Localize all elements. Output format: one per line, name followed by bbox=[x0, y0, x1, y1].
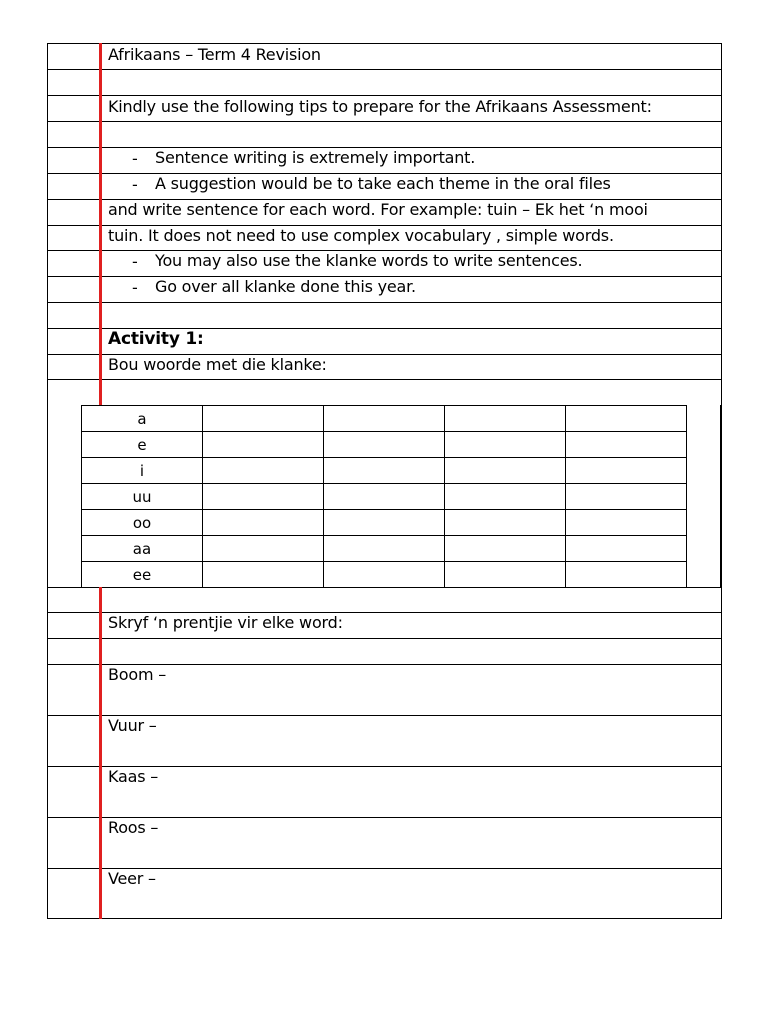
frame-edge-left bbox=[47, 405, 48, 587]
intro-text: Kindly use the following tips to prepare for the Afrikaans Assessment: bbox=[108, 97, 652, 116]
margin-line bbox=[99, 43, 102, 405]
rule-line bbox=[47, 379, 721, 380]
tip-2-line-1: A suggestion would be to take each theme in the oral files bbox=[155, 174, 611, 193]
answer-cell[interactable] bbox=[566, 536, 687, 562]
table-row bbox=[82, 484, 687, 510]
answer-cell[interactable] bbox=[566, 484, 687, 510]
answer-cell[interactable] bbox=[566, 458, 687, 484]
answer-cell[interactable] bbox=[445, 406, 566, 432]
table-row bbox=[82, 536, 687, 562]
word-veer: Veer – bbox=[108, 869, 156, 888]
answer-cell[interactable] bbox=[445, 510, 566, 536]
answer-cell[interactable] bbox=[324, 432, 445, 458]
bullet-dash: - bbox=[132, 149, 138, 168]
klank-cell: uu bbox=[82, 484, 203, 510]
table-row bbox=[82, 406, 687, 432]
tip-4: Go over all klanke done this year. bbox=[155, 277, 416, 296]
tip-2-line-2: and write sentence for each word. For example: tuin – Ek het ‘n mooi bbox=[108, 200, 648, 219]
answer-cell[interactable] bbox=[566, 432, 687, 458]
answer-cell[interactable] bbox=[566, 562, 687, 588]
tip-1: Sentence writing is extremely important. bbox=[155, 148, 476, 167]
rule-line bbox=[47, 95, 721, 96]
rule-line bbox=[47, 638, 721, 639]
answer-cell[interactable] bbox=[203, 432, 324, 458]
bullet-dash: - bbox=[132, 278, 138, 297]
klank-cell: i bbox=[82, 458, 203, 484]
answer-cell[interactable] bbox=[203, 536, 324, 562]
bullet-dash: - bbox=[132, 175, 138, 194]
table-row bbox=[82, 510, 687, 536]
worksheet-title: Afrikaans – Term 4 Revision bbox=[108, 45, 321, 64]
rule-line bbox=[47, 69, 721, 70]
answer-cell[interactable] bbox=[445, 432, 566, 458]
answer-cell[interactable] bbox=[324, 458, 445, 484]
answer-cell[interactable] bbox=[445, 536, 566, 562]
drawing-instruction: Skryf ‘n prentjie vir elke word: bbox=[108, 613, 343, 632]
answer-cell[interactable] bbox=[203, 510, 324, 536]
word-kaas: Kaas – bbox=[108, 767, 159, 786]
answer-cell[interactable] bbox=[324, 510, 445, 536]
table-row bbox=[82, 458, 687, 484]
klank-cell: aa bbox=[82, 536, 203, 562]
word-vuur: Vuur – bbox=[108, 716, 157, 735]
answer-cell[interactable] bbox=[445, 562, 566, 588]
klank-cell: e bbox=[82, 432, 203, 458]
activity-instruction: Bou woorde met die klanke: bbox=[108, 355, 327, 374]
answer-cell[interactable] bbox=[445, 484, 566, 510]
answer-cell[interactable] bbox=[203, 562, 324, 588]
table-row bbox=[82, 562, 687, 588]
answer-cell[interactable] bbox=[324, 536, 445, 562]
table-row bbox=[82, 432, 687, 458]
frame-edge-right bbox=[720, 405, 721, 587]
klank-cell: a bbox=[82, 406, 203, 432]
answer-cell[interactable] bbox=[324, 406, 445, 432]
answer-cell[interactable] bbox=[203, 484, 324, 510]
answer-cell[interactable] bbox=[566, 510, 687, 536]
answer-cell[interactable] bbox=[324, 484, 445, 510]
answer-cell[interactable] bbox=[203, 458, 324, 484]
tip-2-line-3: tuin. It does not need to use complex vocabulary , simple words. bbox=[108, 226, 614, 245]
answer-cell[interactable] bbox=[566, 406, 687, 432]
rule-line bbox=[47, 43, 721, 44]
rule-line bbox=[47, 121, 721, 122]
answer-cell[interactable] bbox=[445, 458, 566, 484]
klanke-table bbox=[81, 405, 687, 588]
answer-cell[interactable] bbox=[324, 562, 445, 588]
word-boom: Boom – bbox=[108, 665, 167, 684]
activity-heading: Activity 1: bbox=[108, 329, 204, 349]
bullet-dash: - bbox=[132, 252, 138, 271]
klank-cell: oo bbox=[82, 510, 203, 536]
answer-cell[interactable] bbox=[203, 406, 324, 432]
margin-line bbox=[99, 587, 102, 919]
tip-3: You may also use the klanke words to write sentences. bbox=[155, 251, 583, 270]
klank-cell: ee bbox=[82, 562, 203, 588]
word-roos: Roos – bbox=[108, 818, 159, 837]
rule-line bbox=[47, 302, 721, 303]
